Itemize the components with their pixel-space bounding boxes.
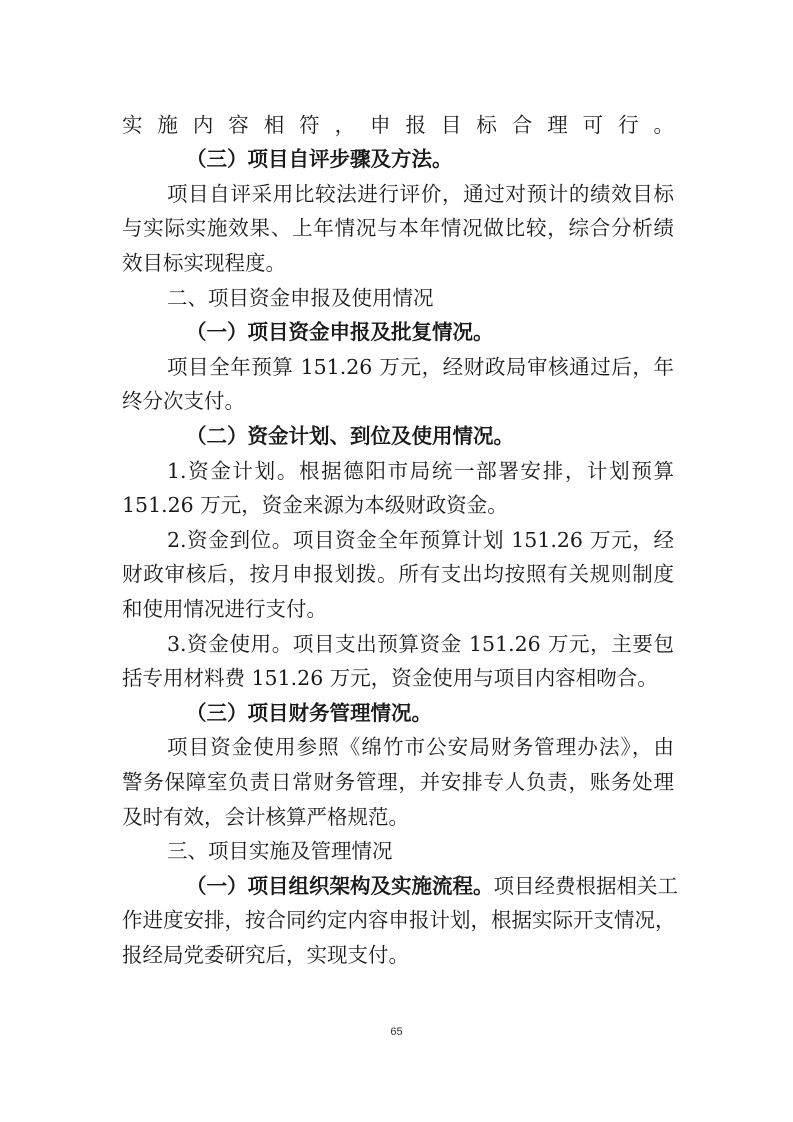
body-line: 151.26 万元，资金来源为本级财政资金。 <box>122 493 508 517</box>
page-number: 65 <box>390 1026 403 1038</box>
body-line: 2.资金到位。项目资金全年预算计划 151.26 万元，经 <box>167 528 674 552</box>
body-line: 项目全年预算 151.26 万元，经财政局审核通过后，年 <box>167 355 674 379</box>
section-heading: （二）资金计划、到位及使用情况。 <box>186 424 514 448</box>
body-inline: 项目经费根据相关工 <box>493 874 678 898</box>
body-line: 括专用材料费 151.26 万元，资金使用与项目内容相吻合。 <box>122 666 658 690</box>
section-heading: （一）项目资金申报及批复情况。 <box>186 320 494 344</box>
body-line: 效目标实现程度。 <box>122 251 286 275</box>
mixed-line <box>186 872 678 900</box>
body-line: 项目资金使用参照《绵竹市公安局财务管理办法》，由 <box>167 735 674 759</box>
body-line: 终分次支付。 <box>122 389 245 413</box>
chapter-heading: 二、项目资金申报及使用情况 <box>167 286 434 310</box>
body-line: 警务保障室负责日常财务管理，并安排专人负责，账务处理 <box>122 770 674 794</box>
body-line: 与实际实施效果、上年情况与本年情况做比较，综合分析绩 <box>122 216 674 240</box>
body-line: 及时有效，会计核算严格规范。 <box>122 805 409 829</box>
section-heading-inline: （一）项目组织架构及实施流程。 <box>186 874 494 898</box>
chapter-heading: 三、项目实施及管理情况 <box>167 839 393 863</box>
section-heading: （三）项目自评步骤及方法。 <box>186 147 453 171</box>
body-line: 实施内容相符，申报目标合理可行。 <box>122 113 674 137</box>
body-line: 作进度安排，按合同约定内容申报计划，根据实际开支情况， <box>122 908 676 932</box>
body-line: 3.资金使用。项目支出预算资金 151.26 万元，主要包 <box>167 632 674 656</box>
body-line: 财政审核后，按月申报划拨。所有支出均按照有关规则制度 <box>122 562 674 586</box>
body-line: 1.资金计划。根据德阳市局统一部署安排，计划预算 <box>167 459 674 483</box>
body-line: 报经局党委研究后，实现支付。 <box>122 943 409 967</box>
body-line: 项目自评采用比较法进行评价，通过对预计的绩效目标 <box>167 182 674 206</box>
body-line: 和使用情况进行支付。 <box>122 597 327 621</box>
section-heading: （三）项目财务管理情况。 <box>186 701 432 725</box>
